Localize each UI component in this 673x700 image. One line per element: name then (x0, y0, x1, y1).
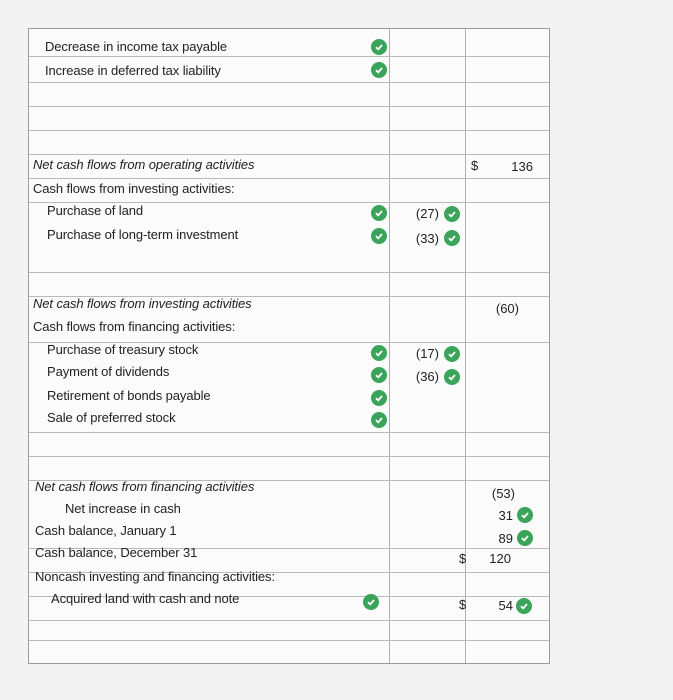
amount-value: (36) (415, 369, 439, 384)
correct-check-icon (371, 39, 387, 55)
correct-check-icon (371, 390, 387, 406)
table-row (29, 249, 549, 273)
total-value: 54 (498, 598, 513, 613)
total-value: 89 (498, 531, 513, 546)
table-row (29, 107, 549, 131)
correct-check-icon (516, 598, 532, 614)
row-label: Increase in deferred tax liability (45, 63, 221, 78)
row-label: Net cash flows from operating activities (33, 157, 255, 172)
correct-check-icon (371, 228, 387, 244)
correct-check-icon (371, 412, 387, 428)
row-label: Retirement of bonds payable (47, 388, 211, 403)
section-heading: Noncash investing and financing activities: (35, 569, 275, 584)
row-label: Net cash flows from investing activities (33, 296, 252, 311)
amount-value: (27) (415, 206, 439, 221)
table-row (29, 621, 549, 641)
total-value: 136 (511, 159, 533, 174)
amount-value: (33) (415, 231, 439, 246)
total-value: 31 (498, 508, 513, 523)
dollar-sign: $ (459, 551, 467, 566)
row-label: Decrease in income tax payable (45, 39, 227, 54)
correct-check-icon (363, 594, 379, 610)
dollar-sign: $ (459, 597, 467, 612)
correct-check-icon (371, 345, 387, 361)
row-label: Purchase of land (47, 203, 143, 218)
correct-check-icon (444, 346, 460, 362)
table-row (29, 83, 549, 107)
row-label: Net cash flows from financing activities (35, 479, 255, 494)
correct-check-icon (517, 530, 533, 546)
row-label: Net increase in cash (65, 501, 181, 516)
correct-check-icon (371, 367, 387, 383)
total-value: (53) (491, 486, 515, 501)
section-heading: Cash flows from financing activities: (33, 319, 236, 334)
correct-check-icon (371, 205, 387, 221)
correct-check-icon (444, 206, 460, 222)
row-label: Purchase of long-term investment (47, 227, 239, 242)
correct-check-icon (444, 230, 460, 246)
correct-check-icon (371, 62, 387, 78)
cash-flow-statement-table (28, 28, 550, 664)
correct-check-icon (517, 507, 533, 523)
row-label: Sale of preferred stock (47, 410, 176, 425)
table-row (29, 433, 549, 457)
row-label: Cash balance, January 1 (35, 523, 177, 538)
section-heading: Cash flows from investing activities: (33, 181, 235, 196)
row-label: Payment of dividends (47, 364, 170, 379)
total-value: (60) (495, 301, 519, 316)
table-row (29, 131, 549, 155)
row-label: Acquired land with cash and note (51, 591, 240, 606)
table-row (29, 457, 549, 481)
row-label: Cash balance, December 31 (35, 545, 198, 560)
total-value: 120 (489, 551, 511, 566)
table-row (29, 273, 549, 297)
correct-check-icon (444, 369, 460, 385)
dollar-sign: $ (471, 158, 479, 173)
amount-value: (17) (415, 346, 439, 361)
row-label: Purchase of treasury stock (47, 342, 199, 357)
